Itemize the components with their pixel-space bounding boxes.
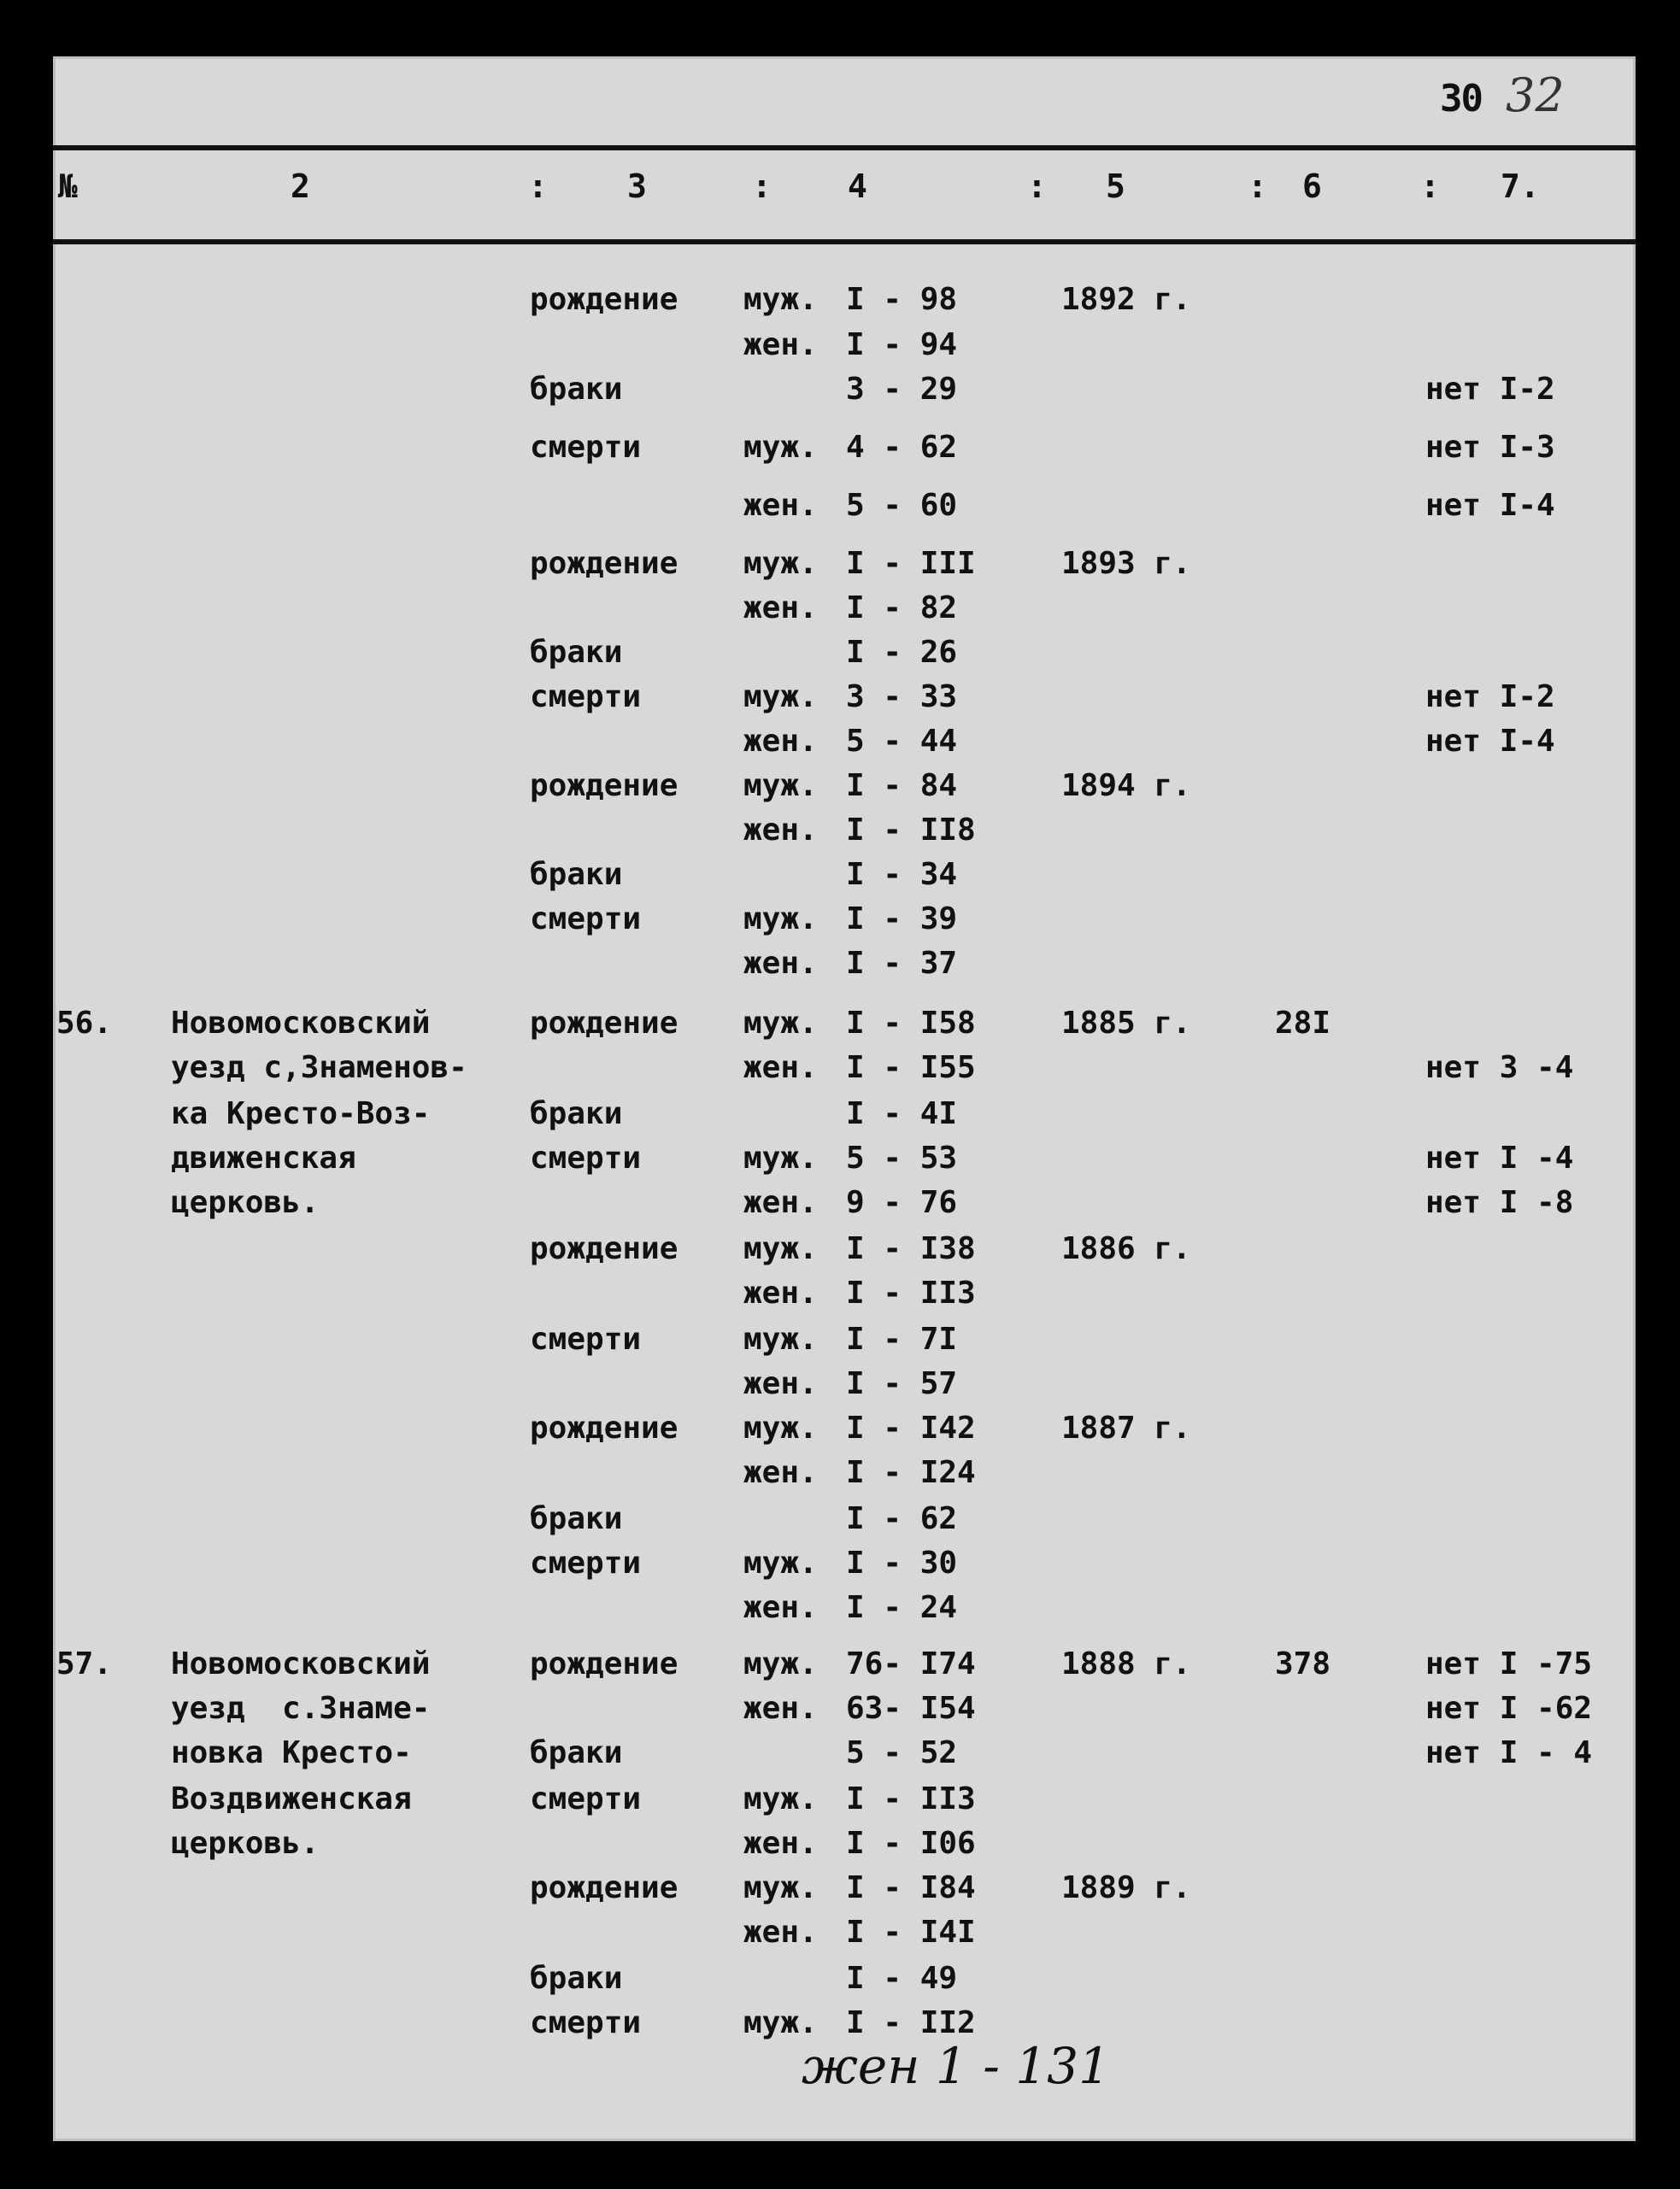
row-9-sex-label: жен. [743, 724, 818, 759]
row-2-missing-note: нет I-2 [1425, 372, 1555, 407]
row-4-missing-note: нет I-4 [1425, 488, 1555, 523]
row-14-sex-label: жен. [743, 946, 818, 981]
row-27-event-type: смерти [530, 1546, 642, 1581]
row-36-event-type: браки [530, 1961, 623, 1996]
row-16-missing-note: нет 3 -4 [1425, 1050, 1574, 1085]
header-bottom-rule [53, 239, 1636, 244]
page-number: 30 [1440, 77, 1482, 120]
row-5-sex-label: муж. [743, 546, 818, 581]
row-34-year: 1889 г. [1061, 1870, 1191, 1905]
row-32-sex-label: муж. [743, 1781, 818, 1816]
row-32-event-type: смерти [530, 1781, 642, 1816]
row-29-missing-note: нет I -75 [1425, 1646, 1593, 1681]
row-13-record-range: I - 39 [846, 901, 958, 936]
row-24-record-range: I - I42 [846, 1411, 976, 1446]
row-37-event-type: смерти [530, 2005, 642, 2040]
row-26-record-range: I - 62 [846, 1501, 958, 1536]
row-15-count: 28I [1275, 1006, 1331, 1041]
row-18-missing-note: нет I -4 [1425, 1141, 1574, 1176]
row-19-record-range: 9 - 76 [846, 1185, 958, 1220]
row-6-sex-label: жен. [743, 590, 818, 625]
header-sep-7: : [1420, 167, 1440, 205]
row-0-year: 1892 г. [1061, 282, 1191, 317]
row-6-record-range: I - 82 [846, 590, 958, 625]
row-17-event-type: браки [530, 1096, 623, 1131]
row-31-event-type: браки [530, 1735, 623, 1770]
row-24-event-type: рождение [530, 1411, 678, 1446]
page-number-handwritten: 32 [1506, 68, 1565, 122]
header-sep-6: : [1248, 167, 1267, 205]
row-29-sex-label: муж. [743, 1646, 818, 1681]
header-col-3: 3 [627, 167, 647, 205]
row-19-sex-label: жен. [743, 1185, 818, 1220]
row-30-record-range: 63- I54 [846, 1691, 976, 1726]
row-30-missing-note: нет I -62 [1425, 1691, 1593, 1726]
header-col-1: № [58, 167, 78, 205]
row-18-sex-label: муж. [743, 1141, 818, 1176]
header-col-4: 4 [848, 167, 867, 205]
row-4-record-range: 5 - 60 [846, 488, 958, 523]
place-description-0-line-3: движенская [171, 1141, 356, 1176]
place-description-1-line-2: новка Кресто- [171, 1735, 412, 1770]
place-description-0-line-2: ка Кресто-Воз- [171, 1096, 431, 1131]
row-29-record-range: 76- I74 [846, 1646, 976, 1681]
row-27-sex-label: муж. [743, 1546, 818, 1581]
row-35-record-range: I - I4I [846, 1915, 976, 1950]
row-15-year: 1885 г. [1061, 1006, 1191, 1041]
row-13-event-type: смерти [530, 901, 642, 936]
row-12-record-range: I - 34 [846, 857, 958, 892]
row-12-event-type: браки [530, 857, 623, 892]
row-0-sex-label: муж. [743, 282, 818, 317]
row-36-record-range: I - 49 [846, 1961, 958, 1996]
row-24-sex-label: муж. [743, 1411, 818, 1446]
row-22-sex-label: муж. [743, 1322, 818, 1357]
row-18-event-type: смерти [530, 1141, 642, 1176]
header-col-5: 5 [1106, 167, 1125, 205]
row-30-sex-label: жен. [743, 1691, 818, 1726]
row-32-record-range: I - II3 [846, 1781, 976, 1816]
row-3-event-type: смерти [530, 430, 642, 465]
header-col-6: 6 [1302, 167, 1322, 205]
row-20-sex-label: муж. [743, 1231, 818, 1266]
row-29-event-type: рождение [530, 1646, 678, 1681]
row-0-record-range: I - 98 [846, 282, 958, 317]
row-34-sex-label: муж. [743, 1870, 818, 1905]
row-2-record-range: 3 - 29 [846, 372, 958, 407]
row-34-record-range: I - I84 [846, 1870, 976, 1905]
row-11-record-range: I - II8 [846, 813, 976, 848]
entry-number-0: 56. [56, 1006, 113, 1041]
row-19-missing-note: нет I -8 [1425, 1185, 1574, 1220]
row-16-record-range: I - I55 [846, 1050, 976, 1085]
archival-page [53, 56, 1636, 2141]
header-sep-5: : [1027, 167, 1047, 205]
row-15-event-type: рождение [530, 1006, 678, 1041]
row-10-event-type: рождение [530, 768, 678, 803]
row-23-record-range: I - 57 [846, 1366, 958, 1401]
place-description-0-line-1: уезд с,Знаменов- [171, 1050, 467, 1085]
row-35-sex-label: жен. [743, 1915, 818, 1950]
row-8-sex-label: муж. [743, 679, 818, 714]
row-7-event-type: браки [530, 635, 623, 670]
row-5-record-range: I - III [846, 546, 976, 581]
row-33-record-range: I - I06 [846, 1826, 976, 1861]
place-description-1-line-1: уезд с.Знаме- [171, 1691, 431, 1726]
row-5-event-type: рождение [530, 546, 678, 581]
row-8-missing-note: нет I-2 [1425, 679, 1555, 714]
row-10-record-range: I - 84 [846, 768, 958, 803]
row-3-record-range: 4 - 62 [846, 430, 958, 465]
row-29-year: 1888 г. [1061, 1646, 1191, 1681]
row-10-year: 1894 г. [1061, 768, 1191, 803]
row-26-event-type: браки [530, 1501, 623, 1536]
row-9-record-range: 5 - 44 [846, 724, 958, 759]
row-31-record-range: 5 - 52 [846, 1735, 958, 1770]
row-15-record-range: I - I58 [846, 1006, 976, 1041]
row-25-sex-label: жен. [743, 1455, 818, 1490]
row-25-record-range: I - I24 [846, 1455, 976, 1490]
row-33-sex-label: жен. [743, 1826, 818, 1861]
place-description-1-line-0: Новомосковский [171, 1646, 431, 1681]
place-description-1-line-3: Воздвиженская [171, 1781, 412, 1816]
row-11-sex-label: жен. [743, 813, 818, 848]
row-2-event-type: браки [530, 372, 623, 407]
row-22-record-range: I - 7I [846, 1322, 958, 1357]
row-17-record-range: I - 4I [846, 1096, 958, 1131]
row-20-record-range: I - I38 [846, 1231, 976, 1266]
row-1-record-range: I - 94 [846, 327, 958, 362]
row-16-sex-label: жен. [743, 1050, 818, 1085]
row-37-sex-label: муж. [743, 2005, 818, 2040]
place-description-0-line-4: церковь. [171, 1185, 320, 1220]
row-9-missing-note: нет I-4 [1425, 724, 1555, 759]
row-22-event-type: смерти [530, 1322, 642, 1357]
row-13-sex-label: муж. [743, 901, 818, 936]
row-29-count: 378 [1275, 1646, 1331, 1681]
row-7-record-range: I - 26 [846, 635, 958, 670]
row-20-year: 1886 г. [1061, 1231, 1191, 1266]
header-sep-4: : [752, 167, 772, 205]
row-21-sex-label: жен. [743, 1276, 818, 1311]
row-3-missing-note: нет I-3 [1425, 430, 1555, 465]
handwritten-entry: жен 1 - 131 [802, 2037, 1110, 2095]
row-5-year: 1893 г. [1061, 546, 1191, 581]
row-31-missing-note: нет I - 4 [1425, 1735, 1593, 1770]
row-3-sex-label: муж. [743, 430, 818, 465]
row-1-sex-label: жен. [743, 327, 818, 362]
row-0-event-type: рождение [530, 282, 678, 317]
header-sep-3: : [528, 167, 548, 205]
row-20-event-type: рождение [530, 1231, 678, 1266]
row-8-record-range: 3 - 33 [846, 679, 958, 714]
row-27-record-range: I - 30 [846, 1546, 958, 1581]
row-28-sex-label: жен. [743, 1590, 818, 1625]
row-10-sex-label: муж. [743, 768, 818, 803]
place-description-0-line-0: Новомосковский [171, 1006, 431, 1041]
header-col-7: 7. [1501, 167, 1540, 205]
row-28-record-range: I - 24 [846, 1590, 958, 1625]
row-14-record-range: I - 37 [846, 946, 958, 981]
row-37-record-range: I - II2 [846, 2005, 976, 2040]
row-8-event-type: смерти [530, 679, 642, 714]
row-15-sex-label: муж. [743, 1006, 818, 1041]
row-4-sex-label: жен. [743, 488, 818, 523]
row-23-sex-label: жен. [743, 1366, 818, 1401]
row-34-event-type: рождение [530, 1870, 678, 1905]
row-24-year: 1887 г. [1061, 1411, 1191, 1446]
header-col-2: 2 [291, 167, 310, 205]
entry-number-1: 57. [56, 1646, 113, 1681]
header-top-rule [53, 145, 1636, 150]
row-21-record-range: I - II3 [846, 1276, 976, 1311]
row-18-record-range: 5 - 53 [846, 1141, 958, 1176]
place-description-1-line-4: церковь. [171, 1826, 320, 1861]
